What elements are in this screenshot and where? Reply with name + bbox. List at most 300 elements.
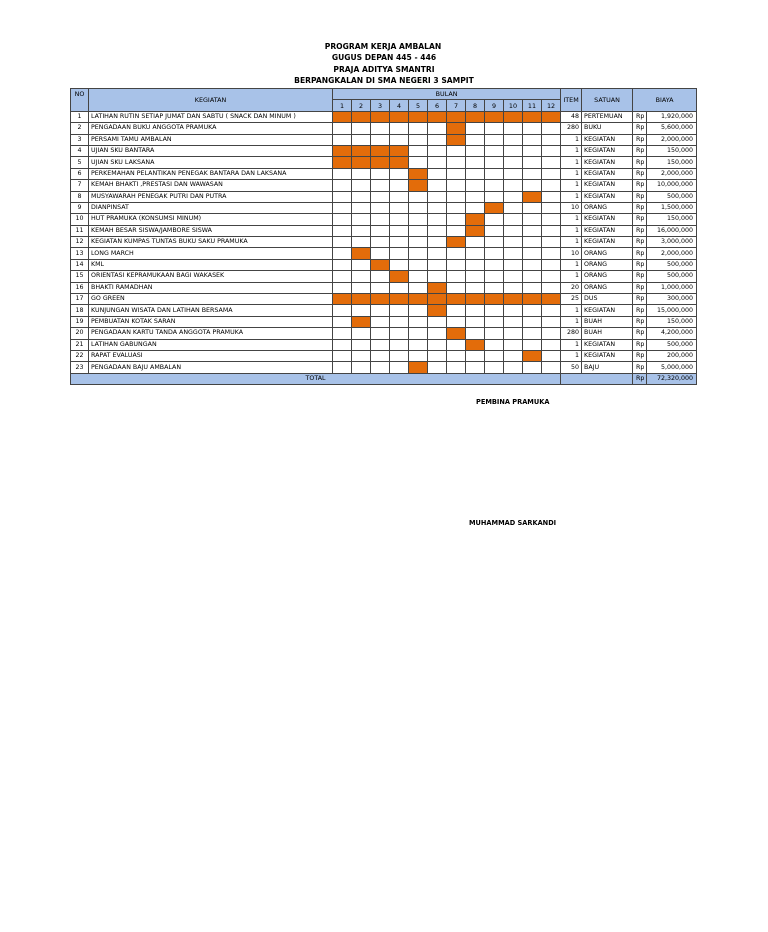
header-month-2: 2	[352, 100, 371, 111]
header-month-8: 8	[466, 100, 485, 111]
row-biaya: 500,000	[647, 191, 697, 202]
month-cell-8	[466, 191, 485, 202]
month-cell-7	[447, 282, 466, 293]
row-no: 3	[71, 134, 89, 145]
table-row	[71, 168, 697, 179]
month-cell-9	[485, 237, 504, 248]
month-cell-7	[447, 111, 466, 122]
month-cell-12	[542, 282, 561, 293]
month-cell-12	[542, 350, 561, 361]
month-cell-2	[352, 271, 371, 282]
month-cell-5	[409, 134, 428, 145]
row-currency: Rp	[633, 214, 647, 225]
row-kegiatan: PERSAMI TAMU AMBALAN	[89, 134, 333, 145]
row-biaya: 3,000,000	[647, 237, 697, 248]
row-currency: Rp	[633, 316, 647, 327]
row-item: 1	[561, 237, 582, 248]
month-cell-1	[333, 157, 352, 168]
row-satuan: DUS	[582, 294, 633, 305]
row-biaya: 16,000,000	[647, 225, 697, 236]
month-cell-3	[371, 294, 390, 305]
month-cell-4	[390, 305, 409, 316]
row-biaya: 4,200,000	[647, 328, 697, 339]
header-satuan: SATUAN	[582, 89, 633, 112]
row-kegiatan: PEMBUATAN KOTAK SARAN	[89, 316, 333, 327]
month-cell-7	[447, 271, 466, 282]
month-cell-8	[466, 145, 485, 156]
month-cell-12	[542, 111, 561, 122]
row-currency: Rp	[633, 339, 647, 350]
row-biaya: 150,000	[647, 316, 697, 327]
month-cell-10	[504, 282, 523, 293]
month-cell-6	[428, 180, 447, 191]
row-biaya: 2,000,000	[647, 134, 697, 145]
month-cell-2	[352, 316, 371, 327]
month-cell-5	[409, 350, 428, 361]
row-no: 18	[71, 305, 89, 316]
month-cell-3	[371, 202, 390, 213]
row-currency: Rp	[633, 134, 647, 145]
month-cell-5	[409, 282, 428, 293]
month-cell-4	[390, 316, 409, 327]
month-cell-9	[485, 339, 504, 350]
title-line-4: BERPANGKALAN DI SMA NEGERI 3 SAMPIT	[294, 75, 474, 85]
month-cell-11	[523, 248, 542, 259]
row-kegiatan: PERKEMAHAN PELANTIKAN PENEGAK BANTARA DAN LAKSANA	[89, 168, 333, 179]
month-cell-9	[485, 259, 504, 270]
month-cell-11	[523, 134, 542, 145]
month-cell-1	[333, 282, 352, 293]
month-cell-1	[333, 191, 352, 202]
row-item: 10	[561, 248, 582, 259]
month-cell-3	[371, 145, 390, 156]
month-cell-11	[523, 214, 542, 225]
row-satuan: KEGIATAN	[582, 237, 633, 248]
header-month-11: 11	[523, 100, 542, 111]
row-kegiatan: PENGADAAN BUKU ANGGOTA PRAMUKA	[89, 123, 333, 134]
table-row	[71, 271, 697, 282]
header-bulan: BULAN	[333, 89, 561, 100]
month-cell-1	[333, 316, 352, 327]
row-kegiatan: DIANPINSAT	[89, 202, 333, 213]
table-row	[71, 328, 697, 339]
row-no: 14	[71, 259, 89, 270]
month-cell-8	[466, 328, 485, 339]
month-cell-2	[352, 180, 371, 191]
month-cell-11	[523, 271, 542, 282]
month-cell-1	[333, 111, 352, 122]
row-kegiatan: PENGADAAN BAJU AMBALAN	[89, 362, 333, 373]
month-cell-8	[466, 248, 485, 259]
month-cell-8	[466, 157, 485, 168]
month-cell-6	[428, 282, 447, 293]
month-cell-4	[390, 123, 409, 134]
month-cell-7	[447, 328, 466, 339]
month-cell-7	[447, 316, 466, 327]
month-cell-8	[466, 316, 485, 327]
row-no: 22	[71, 350, 89, 361]
month-cell-9	[485, 316, 504, 327]
row-currency: Rp	[633, 191, 647, 202]
row-satuan: KEGIATAN	[582, 214, 633, 225]
month-cell-12	[542, 168, 561, 179]
row-no: 17	[71, 294, 89, 305]
month-cell-7	[447, 350, 466, 361]
month-cell-9	[485, 350, 504, 361]
row-item: 48	[561, 111, 582, 122]
month-cell-9	[485, 305, 504, 316]
month-cell-11	[523, 305, 542, 316]
row-item: 1	[561, 214, 582, 225]
row-currency: Rp	[633, 362, 647, 373]
month-cell-5	[409, 271, 428, 282]
month-cell-8	[466, 123, 485, 134]
month-cell-9	[485, 168, 504, 179]
month-cell-9	[485, 111, 504, 122]
table-row	[71, 248, 697, 259]
month-cell-2	[352, 202, 371, 213]
month-cell-2	[352, 237, 371, 248]
month-cell-8	[466, 168, 485, 179]
month-cell-1	[333, 123, 352, 134]
month-cell-3	[371, 180, 390, 191]
table-row	[71, 191, 697, 202]
row-kegiatan: KEMAH BESAR SISWA/JAMBORE SISWA	[89, 225, 333, 236]
month-cell-9	[485, 294, 504, 305]
header-month-3: 3	[371, 100, 390, 111]
month-cell-7	[447, 294, 466, 305]
month-cell-3	[371, 282, 390, 293]
month-cell-3	[371, 157, 390, 168]
month-cell-9	[485, 180, 504, 191]
row-item: 10	[561, 202, 582, 213]
month-cell-2	[352, 339, 371, 350]
row-satuan: BUAH	[582, 328, 633, 339]
month-cell-4	[390, 225, 409, 236]
month-cell-4	[390, 248, 409, 259]
month-cell-4	[390, 237, 409, 248]
month-cell-6	[428, 339, 447, 350]
row-biaya: 2,000,000	[647, 168, 697, 179]
month-cell-10	[504, 328, 523, 339]
month-cell-1	[333, 248, 352, 259]
month-cell-10	[504, 305, 523, 316]
month-cell-7	[447, 214, 466, 225]
row-item: 1	[561, 339, 582, 350]
month-cell-2	[352, 248, 371, 259]
row-item: 1	[561, 134, 582, 145]
row-no: 15	[71, 271, 89, 282]
month-cell-12	[542, 134, 561, 145]
row-satuan: ORANG	[582, 271, 633, 282]
total-spacer	[561, 373, 633, 384]
month-cell-1	[333, 214, 352, 225]
row-no: 16	[71, 282, 89, 293]
row-item: 1	[561, 145, 582, 156]
month-cell-8	[466, 180, 485, 191]
month-cell-6	[428, 362, 447, 373]
month-cell-8	[466, 259, 485, 270]
table-row	[71, 180, 697, 191]
month-cell-5	[409, 145, 428, 156]
row-currency: Rp	[633, 271, 647, 282]
row-item: 1	[561, 305, 582, 316]
month-cell-5	[409, 202, 428, 213]
row-no: 8	[71, 191, 89, 202]
month-cell-11	[523, 294, 542, 305]
month-cell-12	[542, 271, 561, 282]
month-cell-7	[447, 339, 466, 350]
month-cell-1	[333, 294, 352, 305]
month-cell-11	[523, 282, 542, 293]
month-cell-10	[504, 237, 523, 248]
month-cell-12	[542, 305, 561, 316]
month-cell-12	[542, 202, 561, 213]
row-currency: Rp	[633, 123, 647, 134]
row-item: 1	[561, 316, 582, 327]
month-cell-5	[409, 111, 428, 122]
month-cell-3	[371, 225, 390, 236]
row-satuan: ORANG	[582, 248, 633, 259]
row-biaya: 150,000	[647, 145, 697, 156]
month-cell-2	[352, 350, 371, 361]
row-biaya: 200,000	[647, 350, 697, 361]
row-item: 25	[561, 294, 582, 305]
row-item: 280	[561, 328, 582, 339]
month-cell-9	[485, 271, 504, 282]
month-cell-7	[447, 305, 466, 316]
month-cell-6	[428, 305, 447, 316]
row-satuan: KEGIATAN	[582, 134, 633, 145]
month-cell-10	[504, 111, 523, 122]
month-cell-7	[447, 157, 466, 168]
month-cell-3	[371, 259, 390, 270]
month-cell-8	[466, 271, 485, 282]
month-cell-5	[409, 259, 428, 270]
row-kegiatan: UJIAN SKU LAKSANA	[89, 157, 333, 168]
total-currency: Rp	[633, 373, 647, 384]
table-row	[71, 123, 697, 134]
month-cell-3	[371, 328, 390, 339]
month-cell-6	[428, 191, 447, 202]
month-cell-7	[447, 237, 466, 248]
header-biaya: BIAYA	[633, 89, 697, 112]
signature-name: MUHAMMAD SARKANDI	[469, 519, 557, 527]
table-row	[71, 202, 697, 213]
month-cell-12	[542, 316, 561, 327]
row-satuan: KEGIATAN	[582, 305, 633, 316]
row-no: 20	[71, 328, 89, 339]
month-cell-3	[371, 214, 390, 225]
month-cell-5	[409, 362, 428, 373]
month-cell-9	[485, 191, 504, 202]
row-item: 1	[561, 259, 582, 270]
table-row	[71, 339, 697, 350]
month-cell-8	[466, 202, 485, 213]
month-cell-4	[390, 180, 409, 191]
month-cell-7	[447, 145, 466, 156]
row-satuan: BUKU	[582, 123, 633, 134]
month-cell-4	[390, 271, 409, 282]
row-item: 20	[561, 282, 582, 293]
month-cell-4	[390, 191, 409, 202]
month-cell-12	[542, 237, 561, 248]
month-cell-2	[352, 259, 371, 270]
month-cell-1	[333, 362, 352, 373]
month-cell-5	[409, 237, 428, 248]
row-no: 10	[71, 214, 89, 225]
row-kegiatan: LATIHAN GABUNGAN	[89, 339, 333, 350]
row-biaya: 150,000	[647, 157, 697, 168]
row-kegiatan: ORIENTASI KEPRAMUKAAN BAGI WAKASEK	[89, 271, 333, 282]
month-cell-2	[352, 168, 371, 179]
title-line-3: PRAJA ADITYA SMANTRI	[333, 64, 435, 74]
row-satuan: KEGIATAN	[582, 350, 633, 361]
month-cell-10	[504, 259, 523, 270]
month-cell-5	[409, 248, 428, 259]
month-cell-1	[333, 237, 352, 248]
month-cell-2	[352, 362, 371, 373]
month-cell-7	[447, 202, 466, 213]
row-biaya: 15,000,000	[647, 305, 697, 316]
header-month-10: 10	[504, 100, 523, 111]
row-item: 50	[561, 362, 582, 373]
month-cell-8	[466, 225, 485, 236]
month-cell-10	[504, 362, 523, 373]
month-cell-4	[390, 214, 409, 225]
row-item: 1	[561, 180, 582, 191]
month-cell-4	[390, 282, 409, 293]
row-biaya: 2,000,000	[647, 248, 697, 259]
row-kegiatan: MUSYAWARAH PENEGAK PUTRI DAN PUTRA	[89, 191, 333, 202]
month-cell-6	[428, 328, 447, 339]
month-cell-7	[447, 134, 466, 145]
table-row	[71, 294, 697, 305]
month-cell-6	[428, 225, 447, 236]
table-row	[71, 350, 697, 361]
table-row	[71, 259, 697, 270]
row-no: 2	[71, 123, 89, 134]
month-cell-9	[485, 225, 504, 236]
row-kegiatan: KUNJUNGAN WISATA DAN LATIHAN BERSAMA	[89, 305, 333, 316]
header-kegiatan: KEGIATAN	[89, 89, 333, 112]
month-cell-3	[371, 339, 390, 350]
month-cell-7	[447, 168, 466, 179]
month-cell-6	[428, 316, 447, 327]
month-cell-3	[371, 248, 390, 259]
header-month-4: 4	[390, 100, 409, 111]
row-biaya: 5,000,000	[647, 362, 697, 373]
month-cell-3	[371, 111, 390, 122]
row-no: 19	[71, 316, 89, 327]
month-cell-1	[333, 350, 352, 361]
month-cell-4	[390, 145, 409, 156]
header-item: ITEM	[561, 89, 582, 112]
row-satuan: ORANG	[582, 259, 633, 270]
row-no: 5	[71, 157, 89, 168]
row-satuan: BUAH	[582, 316, 633, 327]
month-cell-3	[371, 123, 390, 134]
row-item: 1	[561, 168, 582, 179]
month-cell-12	[542, 248, 561, 259]
month-cell-4	[390, 339, 409, 350]
row-kegiatan: LATIHAN RUTIN SETIAP JUMAT DAN SABTU ( SNACK DAN MINUM )	[89, 111, 333, 122]
month-cell-11	[523, 316, 542, 327]
month-cell-10	[504, 202, 523, 213]
row-satuan: KEGIATAN	[582, 339, 633, 350]
month-cell-11	[523, 123, 542, 134]
row-currency: Rp	[633, 168, 647, 179]
month-cell-8	[466, 214, 485, 225]
month-cell-12	[542, 180, 561, 191]
header-month-6: 6	[428, 100, 447, 111]
month-cell-7	[447, 180, 466, 191]
row-currency: Rp	[633, 180, 647, 191]
month-cell-4	[390, 362, 409, 373]
month-cell-5	[409, 157, 428, 168]
month-cell-10	[504, 294, 523, 305]
title-line-1: PROGRAM KERJA AMBALAN	[324, 42, 442, 51]
month-cell-9	[485, 157, 504, 168]
row-biaya: 1,000,000	[647, 282, 697, 293]
month-cell-5	[409, 168, 428, 179]
row-no: 13	[71, 248, 89, 259]
row-currency: Rp	[633, 157, 647, 168]
month-cell-1	[333, 180, 352, 191]
month-cell-7	[447, 123, 466, 134]
month-cell-5	[409, 225, 428, 236]
month-cell-11	[523, 168, 542, 179]
month-cell-3	[371, 134, 390, 145]
month-cell-3	[371, 305, 390, 316]
month-cell-3	[371, 237, 390, 248]
row-kegiatan: UJIAN SKU BANTARA	[89, 145, 333, 156]
month-cell-4	[390, 259, 409, 270]
month-cell-8	[466, 134, 485, 145]
table-body	[71, 111, 697, 384]
month-cell-3	[371, 350, 390, 361]
month-cell-3	[371, 191, 390, 202]
month-cell-5	[409, 214, 428, 225]
month-cell-7	[447, 259, 466, 270]
row-biaya: 500,000	[647, 339, 697, 350]
month-cell-1	[333, 328, 352, 339]
document-title	[0, 41, 768, 86]
month-cell-12	[542, 362, 561, 373]
header-row-top	[71, 89, 697, 100]
month-cell-12	[542, 339, 561, 350]
table-row	[71, 237, 697, 248]
table-row	[71, 111, 697, 122]
month-cell-6	[428, 214, 447, 225]
month-cell-9	[485, 123, 504, 134]
table-row	[71, 305, 697, 316]
table-row	[71, 225, 697, 236]
header-month-5: 5	[409, 100, 428, 111]
work-program-table	[70, 88, 697, 385]
month-cell-11	[523, 362, 542, 373]
month-cell-10	[504, 271, 523, 282]
month-cell-11	[523, 339, 542, 350]
row-item: 1	[561, 157, 582, 168]
month-cell-10	[504, 157, 523, 168]
month-cell-2	[352, 111, 371, 122]
month-cell-5	[409, 339, 428, 350]
month-cell-8	[466, 350, 485, 361]
month-cell-1	[333, 202, 352, 213]
month-cell-12	[542, 157, 561, 168]
month-cell-6	[428, 259, 447, 270]
